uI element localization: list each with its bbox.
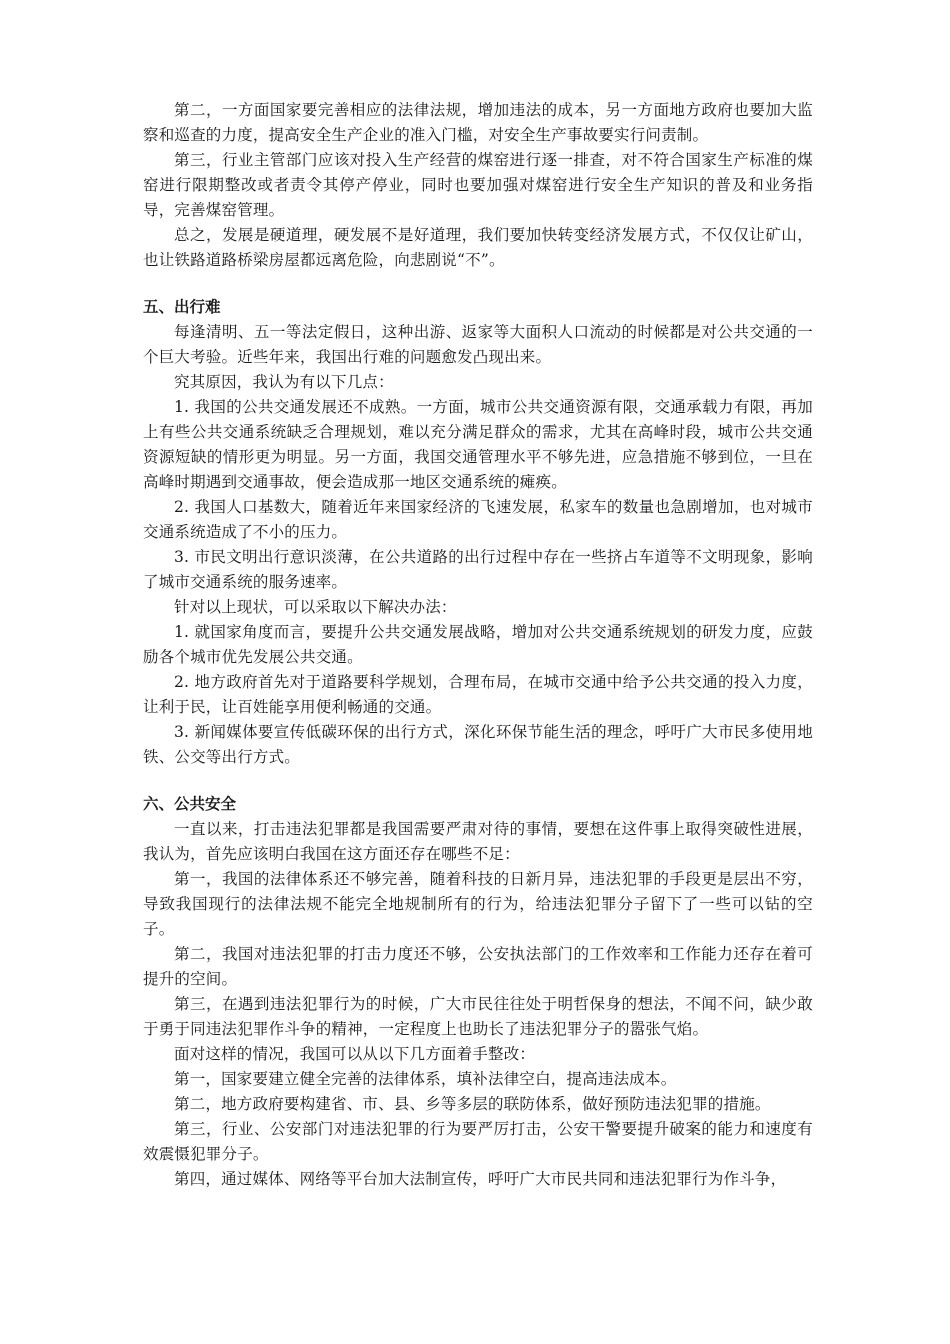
paragraph: 第二，一方面国家要完善相应的法律法规，增加违法的成本，另一方面地方政府也要加大监察和巡查的力度，提高安全生产企业的准入门槛，对安全生产事故要实行问责制。: [143, 101, 813, 144]
paragraph: 第一，国家要建立健全完善的法律体系，填补法律空白，提高违法成本。: [174, 1070, 677, 1088]
paragraph: 总之，发展是硬道理，硬发展不是好道理，我们要加快转变经济发展方式，不仅仅让矿山，也让铁路道路桥梁房屋都远离危险，向悲剧说“不”。: [143, 226, 813, 269]
paragraph: 第一，我国的法律体系还不够完善，随着科技的日新月异，违法犯罪的手段更是层出不穷，导致我国现行的法律法规不能完全地规制所有的行为，给违法犯罪分子留下了一些可以钻的空子。: [143, 870, 813, 938]
paragraph: 第三，行业主管部门应该对投入生产经营的煤窑进行逐一排查，对不符合国家生产标准的煤窑进行限期整改或者责令其停产停业，同时也要加强对煤窑进行安全生产知识的普及和业务指导，完善煤窑管理。: [143, 151, 813, 219]
document-body: [143, 98, 813, 1192]
paragraph: 第二，地方政府要构建省、市、县、乡等多层的联防体系，做好预防违法犯罪的措施。: [174, 1095, 771, 1113]
section-heading-public-safety: 六、公共安全: [143, 795, 237, 813]
paragraph: 第三，在遇到违法犯罪行为的时候，广大市民往往处于明哲保身的想法，不闻不问，缺少敢于勇于同违法犯罪作斗争的精神，一定程度上也助长了违法犯罪分子的嚣张气焰。: [143, 995, 813, 1038]
section-gap: [143, 273, 813, 295]
paragraph: 第二，我国对违法犯罪的打击力度还不够，公安执法部门的工作效率和工作能力还存在着可提升的空间。: [143, 945, 813, 988]
paragraph: 每逢清明、五一等法定假日，这种出游、返家等大面积人口流动的时候都是对公共交通的一个巨大考验。近些年来，我国出行难的问题愈发凸现出来。: [143, 323, 813, 366]
section-heading-travel: 五、出行难: [143, 298, 221, 316]
paragraph: 第三，行业、公安部门对违法犯罪的行为要严厉打击，公安干警要提升破案的能力和速度有效震慑犯罪分子。: [143, 1120, 813, 1163]
list-item: 1. 就国家角度而言，要提升公共交通发展战略，增加对公共交通系统规划的研发力度，应鼓励各个城市优先发展公共交通。: [143, 623, 813, 666]
list-item: 3. 市民文明出行意识淡薄，在公共道路的出行过程中存在一些挤占车道等不文明现象，影响了城市交通系统的服务速率。: [143, 548, 813, 591]
paragraph: 针对以上现状，可以采取以下解决办法：: [174, 598, 457, 616]
section-gap: [143, 770, 813, 792]
list-item: 2. 地方政府首先对于道路要科学规划，合理布局，在城市交通中给予公共交通的投入力度，让利于民，让百姓能享用便利畅通的交通。: [143, 673, 813, 716]
list-item: 3. 新闻媒体要宣传低碳环保的出行方式，深化环保节能生活的理念，呼吁广大市民多使用地铁、公交等出行方式。: [143, 723, 813, 766]
paragraph: 第四，通过媒体、网络等平台加大法制宣传，呼吁广大市民共同和违法犯罪行为作斗争，: [174, 1170, 787, 1188]
list-item: 2. 我国人口基数大，随着近年来国家经济的飞速发展，私家车的数量也急剧增加，也对城市交通系统造成了不小的压力。: [143, 498, 813, 541]
paragraph: 面对这样的情况，我国可以从以下几方面着手整改：: [174, 1045, 536, 1063]
list-item: 1. 我国的公共交通发展还不成熟。一方面，城市公共交通资源有限，交通承载力有限，再加上有些公共交通系统缺乏合理规划，难以充分满足群众的需求，尤其在高峰时段，城市公共交通资源短缺的情形更为明显。另一方面，我国交通管理水平不够先进，应急措施不够到位，一旦在高峰时期遇到交通事故，便会造成那一地区交通系统的瘫痪。: [143, 398, 813, 491]
paragraph: 究其原因，我认为有以下几点：: [174, 373, 394, 391]
paragraph: 一直以来，打击违法犯罪都是我国需要严肃对待的事情，要想在这件事上取得突破性进展，我认为，首先应该明白我国在这方面还存在哪些不足：: [143, 820, 813, 863]
